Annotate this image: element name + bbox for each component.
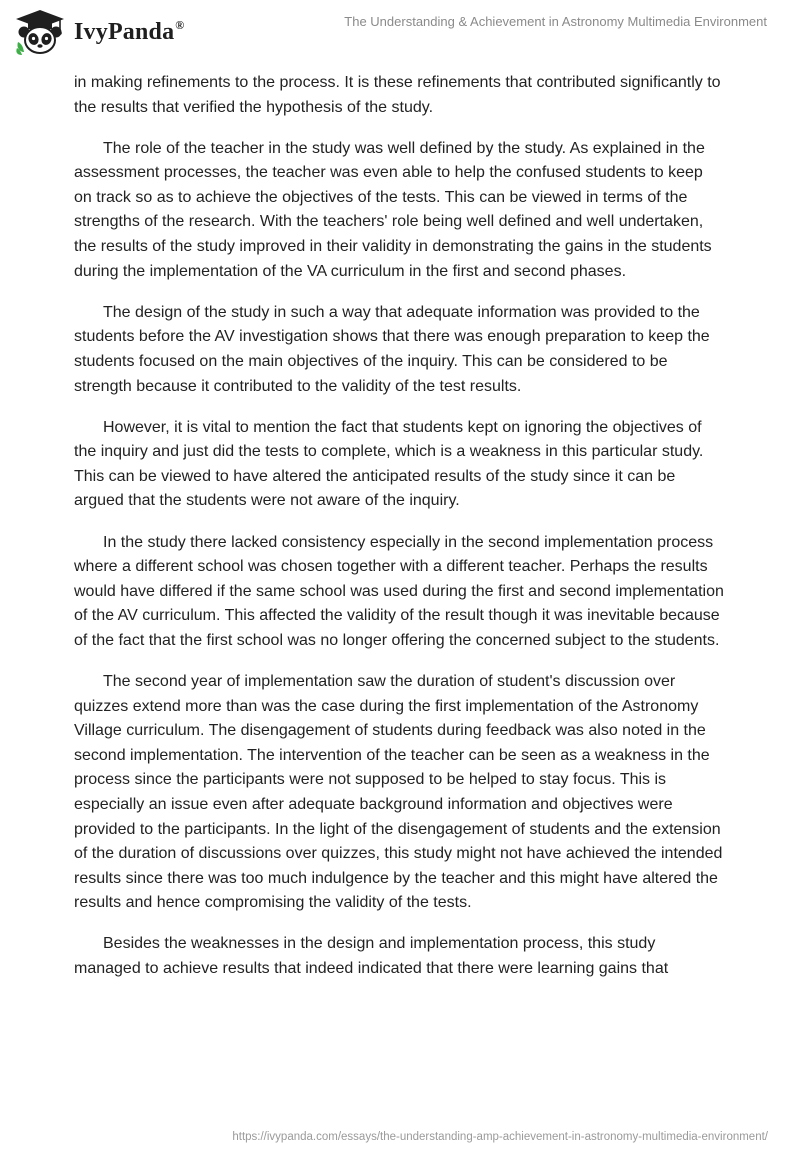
paragraph: in making refinements to the process. It is these refinements that contributed significantly to the results that verified the hypothesis of the study. xyxy=(74,74,721,116)
paragraph: The second year of implementation saw the duration of student's discussion over quizzes extend more than was the case during the first implementation of the Astronomy Village curriculum. The disengagement of students during feedback was also noted in the second implementation. The intervention of the teacher can be seen as a weakness in the process since the participants were not supposed to be helped to stay focus. This is especially an issue even after adequate background information and objectives were provided to the participants. In the light of the disengagement of students and the extension of the duration of discussions over quizzes, this study might not have achieved the intended results since there was too much indulgence by the teacher and this might have altered the results and hence compromising the validity of the tests. xyxy=(74,672,723,912)
source-url-link[interactable]: https://ivypanda.com/essays/the-understanding-amp-achievement-in-astronomy-multimedia-environment/ xyxy=(232,1131,768,1143)
paragraph: Besides the weaknesses in the design and implementation process, this study managed to achieve results that indeed indicated that there were learning gains that xyxy=(74,935,669,977)
paragraph: The design of the study in such a way that adequate information was provided to the students before the AV investigation shows that there was enough preparation to keep the students focused on the main objectives of the inquiry. This can be considered to be strength because it contributed to the validity of the test results. xyxy=(74,303,710,395)
essay-body xyxy=(74,71,724,998)
paragraph: However, it is vital to mention the fact that students kept on ignoring the objectives of the inquiry and just did the tests to complete, which is a weakness in this particular study. This can be viewed to have altered the anticipated results of the study since it can be argued that the students were not aware of the inquiry. xyxy=(74,418,704,510)
panda-graduation-cap-icon xyxy=(14,8,66,56)
document-title: The Understanding & Achievement in Astronomy Multimedia Environment xyxy=(344,14,767,29)
brand-name xyxy=(74,19,184,46)
page-header xyxy=(0,0,800,66)
paragraph: In the study there lacked consistency especially in the second implementation process where a different school was chosen together with a different teacher. Perhaps the results would have differed if the same school was used during the first and second implementation of the AV curriculum. This affected the validity of the result though it was inevitable because of the fact that the first school was no longer offering the concerned subject to the students. xyxy=(74,533,724,649)
registered-mark: ® xyxy=(175,17,185,32)
ivypanda-logo[interactable] xyxy=(14,8,184,56)
paragraph: The role of the teacher in the study was well defined by the study. As explained in the assessment processes, the teacher was even able to help the confused students to keep on track so as to achieve the objectives of the tests. This can be viewed in terms of the strengths of the research. With the teachers' role being well defined and well undertaken, the results of the study improved in their validity in demonstrating the gains in the students during the implementation of the VA curriculum in the first and second phases. xyxy=(74,139,712,280)
brand-name-text: IvyPanda xyxy=(74,18,175,45)
